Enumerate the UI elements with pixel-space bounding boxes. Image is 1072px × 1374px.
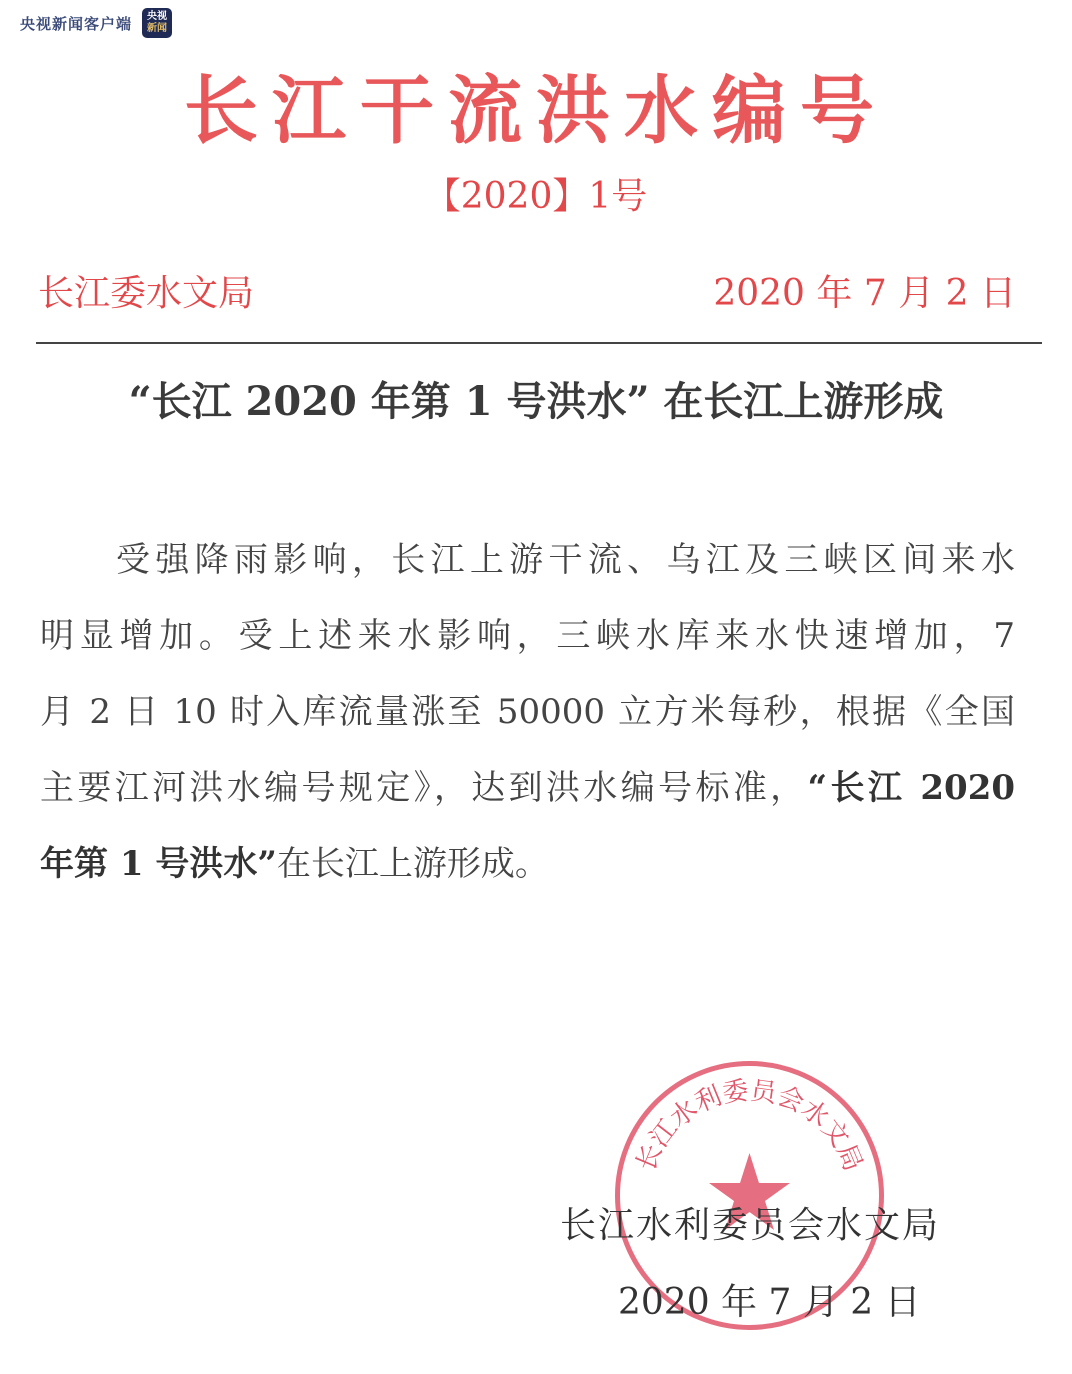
- body-bold-text: “长江 2020: [807, 768, 1016, 808]
- body-text: 在长江上游形成。: [276, 844, 549, 884]
- issue-date: 2020 年 7 月 2 日: [713, 273, 1016, 314]
- body-line: [40, 826, 1015, 902]
- issuer: 长江委水文局: [38, 273, 255, 314]
- document-body: [40, 522, 1015, 902]
- cctv-news-logo: [142, 8, 172, 38]
- document-header-title: 长江干流洪水编号: [184, 68, 888, 154]
- signature-org: 长江水利委员会水文局: [560, 1205, 941, 1246]
- body-line: 月 2 日 10 时入库流量涨至 50000 立方米每秒，根据《全国: [40, 692, 1015, 732]
- document-number: 【2020】1号: [424, 176, 648, 217]
- body-text: 主要江河洪水编号规定》，达到洪水编号标准，: [40, 768, 808, 808]
- logo-top: 央视: [147, 11, 168, 22]
- watermark-text: 央视新闻客户端: [20, 14, 133, 33]
- seal-text: 长江水利委员会水文局: [631, 1076, 868, 1176]
- watermark: [20, 8, 172, 38]
- body-line: 受强降雨影响，长江上游干流、乌江及三峡区间来水: [116, 540, 1015, 580]
- document-title: “长江 2020 年第 1 号洪水” 在长江上游形成: [128, 378, 944, 425]
- signature-date: 2020 年 7 月 2 日: [618, 1282, 921, 1323]
- header-divider: [36, 342, 1042, 344]
- logo-bottom: 新闻: [147, 23, 168, 34]
- body-line: [40, 750, 1015, 826]
- body-bold-text: 年第 1 号洪水”: [40, 844, 277, 884]
- body-line: 明显增加。受上述来水影响，三峡水库来水快速增加，7: [40, 616, 1015, 656]
